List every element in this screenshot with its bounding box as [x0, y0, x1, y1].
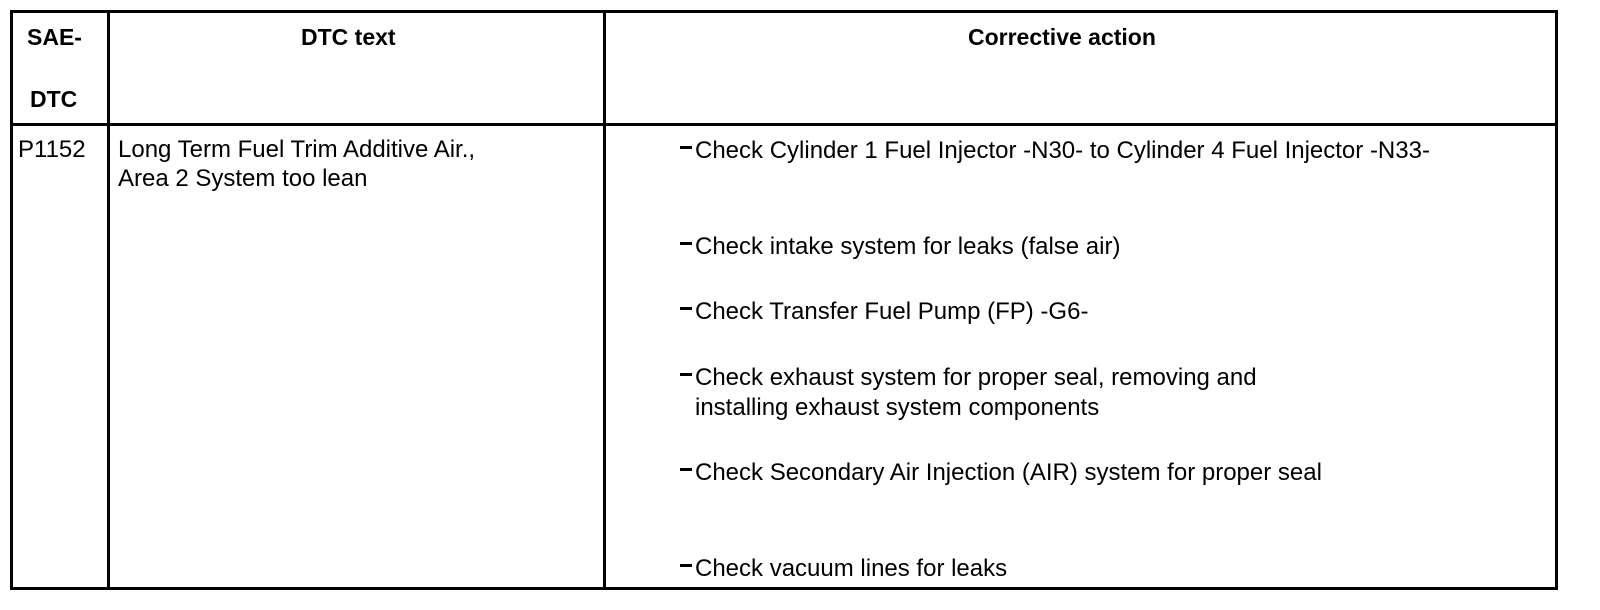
corrective-action-text: Check Cylinder 1 Fuel Injector -N30- to Cylinder 4 Fuel Injector -N33-	[695, 137, 1430, 164]
dash-bullet-icon	[680, 146, 692, 149]
dtc-text-line2: Area 2 System too lean	[118, 165, 368, 192]
header-divider	[13, 123, 1555, 126]
dash-bullet-icon	[680, 307, 692, 310]
dash-bullet-icon	[680, 564, 692, 567]
header-corrective-action: Corrective action	[968, 24, 1156, 50]
dash-bullet-icon	[680, 373, 692, 376]
corrective-action-item	[680, 297, 1088, 327]
dtc-table	[10, 10, 1558, 590]
corrective-action-item	[680, 232, 1120, 262]
column-divider-1	[107, 13, 110, 587]
header-sae-dtc-line1: SAE-	[27, 24, 82, 50]
dtc-code: P1152	[18, 136, 86, 163]
dtc-text-line1: Long Term Fuel Trim Additive Air.,	[118, 136, 476, 163]
dash-bullet-icon	[680, 242, 692, 245]
corrective-action-text: Check exhaust system for proper seal, removing and installing exhaust system components	[695, 364, 1257, 421]
dash-bullet-icon	[680, 468, 692, 471]
corrective-action-text: Check intake system for leaks (false air)	[695, 233, 1121, 260]
corrective-action-text: Check Transfer Fuel Pump (FP) -G6-	[695, 298, 1089, 325]
corrective-action-item	[680, 554, 1007, 584]
corrective-action-text: Check vacuum lines for leaks	[695, 555, 1008, 582]
column-divider-2	[603, 13, 606, 587]
header-sae-dtc-line2: DTC	[30, 86, 78, 112]
corrective-action-item	[680, 136, 1430, 166]
corrective-action-item	[680, 363, 1257, 423]
corrective-action-item	[680, 458, 1322, 488]
corrective-action-text: Check Secondary Air Injection (AIR) system for proper seal	[695, 459, 1322, 486]
header-dtc-text: DTC text	[301, 24, 396, 50]
